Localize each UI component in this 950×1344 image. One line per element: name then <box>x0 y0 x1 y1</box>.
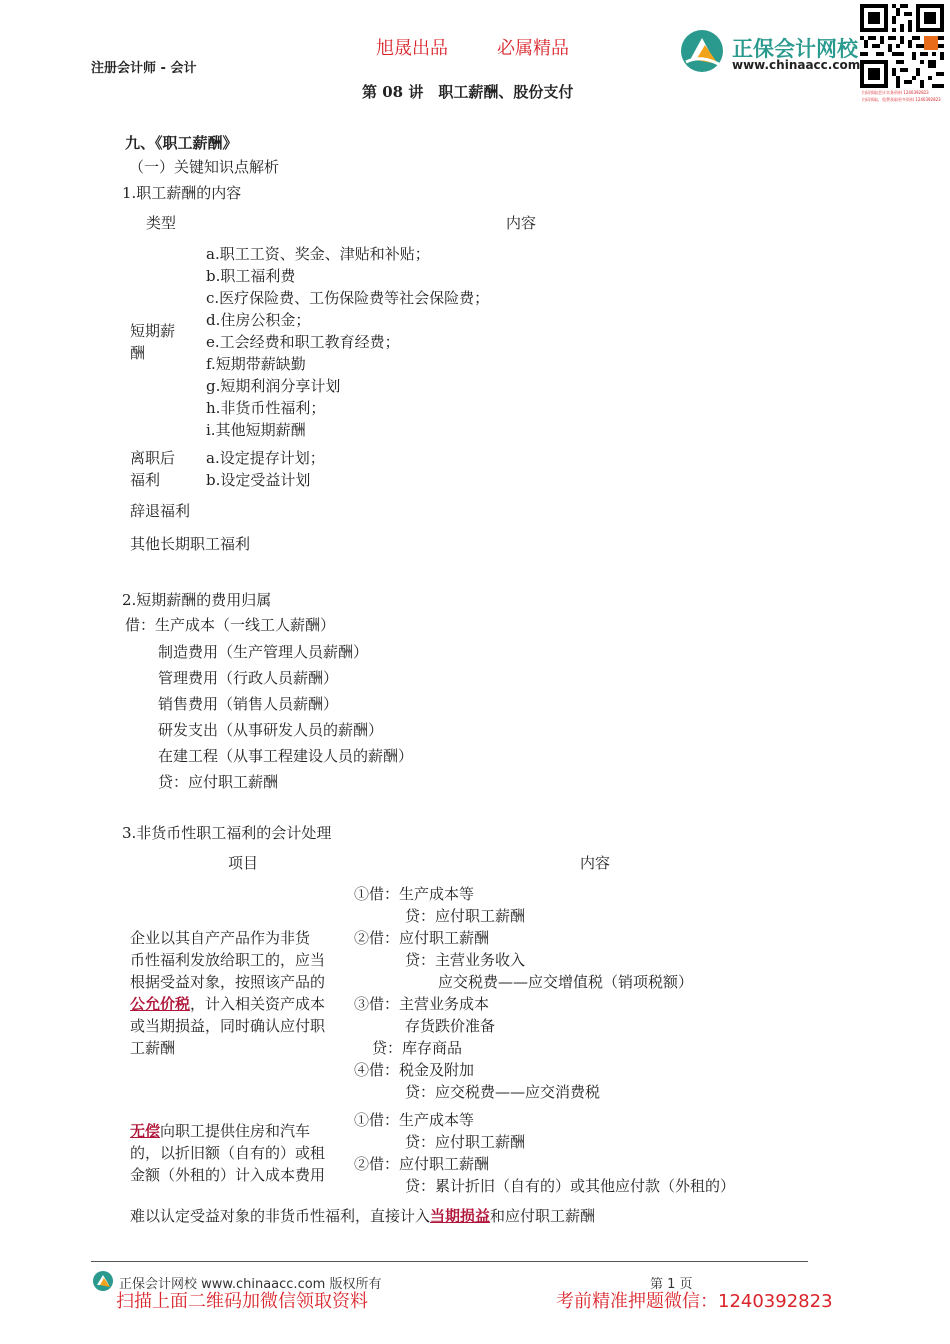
part1-col-content: 内容 <box>506 214 537 232</box>
journal-entry: ②借：应付职工薪酬 <box>354 1155 490 1173</box>
journal-entry: ③借：主营业务成本 <box>354 995 490 1013</box>
list-item: c.医疗保险费、工伤保险费等社会保险费； <box>206 289 490 307</box>
row2-description: 无偿向职工提供住房和汽车 的，以折旧额（自有的）或租 金额（外租的）计入成本费用 <box>130 1122 326 1184</box>
journal-entry: ②借：应付职工薪酬 <box>354 929 490 947</box>
journal-entry: 贷：库存商品 <box>372 1039 463 1057</box>
qr-caption-2: 扫码领取，免费获取更多资料 1240392823 <box>862 97 941 102</box>
short-term-label: 短期薪 酬 <box>130 322 176 362</box>
part3-col-item: 项目 <box>228 854 259 872</box>
logo-name: 正保会计网校 <box>732 37 858 61</box>
footer-logo-icon <box>92 1270 114 1292</box>
slogan-right: 必属精品 <box>497 38 569 59</box>
journal-line: 贷：应付职工薪酬 <box>158 773 279 791</box>
lecture-title: 第 08 讲 职工薪酬、股份支付 <box>362 83 574 101</box>
footer-page-number: 第 1 页 <box>650 1277 693 1292</box>
journal-line: 研发支出（从事研发人员的薪酬） <box>158 721 384 739</box>
journal-entry: 贷：应交税费——应交消费税 <box>405 1083 601 1101</box>
list-item: b.设定受益计划 <box>206 471 311 489</box>
list-item: a.职工工资、奖金、津贴和补贴； <box>206 245 430 263</box>
subject-label: 注册会计师 - 会计 <box>91 61 197 76</box>
section-subtitle: （一）关键知识点解析 <box>129 158 280 176</box>
journal-line: 制造费用（生产管理人员薪酬） <box>158 643 369 661</box>
list-item: g.短期利润分享计划 <box>206 377 341 395</box>
journal-line: 管理费用（行政人员薪酬） <box>158 669 339 687</box>
logo-url: www.chinaacc.com <box>732 58 861 72</box>
journal-entry: ①借：生产成本等 <box>354 885 475 903</box>
list-item: h.非货币性福利； <box>206 399 326 417</box>
list-item: a.设定提存计划； <box>206 449 325 467</box>
list-item: d.住房公积金； <box>206 311 311 329</box>
journal-line: 销售费用（销售人员薪酬） <box>158 695 339 713</box>
free-of-charge-highlight: 无偿 <box>130 1122 161 1140</box>
footer-divider <box>91 1261 808 1262</box>
part1-col-type: 类型 <box>146 214 177 232</box>
post-employment-items <box>206 447 325 491</box>
journal-entry: ④借：税金及附加 <box>354 1061 475 1079</box>
journal-entry: 贷：主营业务收入 <box>405 951 526 969</box>
part3-heading: 3.非货币性职工福利的会计处理 <box>122 824 332 842</box>
short-term-items <box>206 243 489 441</box>
journal-entry: 贷：应付职工薪酬 <box>405 907 526 925</box>
chinaacc-logo-icon <box>678 28 728 74</box>
fair-value-highlight: 公允价税 <box>130 995 191 1013</box>
footer-promo-right: 考前精准押题微信：1240392823 <box>556 1291 833 1312</box>
post-employment-label: 离职后 福利 <box>130 449 176 489</box>
list-item: f.短期带薪缺勤 <box>206 355 306 373</box>
part3-col-content: 内容 <box>580 854 611 872</box>
part2-heading: 2.短期薪酬的费用归属 <box>122 591 272 609</box>
journal-entry: 贷：应付职工薪酬 <box>405 1133 526 1151</box>
journal-entry: 贷：累计折旧（自有的）或其他应付款（外租的） <box>405 1177 736 1195</box>
other-long-term-benefits: 其他长期职工福利 <box>130 535 251 553</box>
journal-line: 在建工程（从事工程建设人员的薪酬） <box>158 747 414 765</box>
qr-code-icon[interactable] <box>860 4 944 88</box>
footer-copyright: 正保会计网校 www.chinaacc.com 版权所有 <box>119 1277 382 1292</box>
part1-heading: 1.职工薪酬的内容 <box>122 184 242 202</box>
journal-line: 借：生产成本（一线工人薪酬） <box>125 616 336 634</box>
journal-entry: 应交税费——应交增值税（销项税额） <box>438 973 694 991</box>
dismissal-benefits: 辞退福利 <box>130 502 191 520</box>
footer-promo-left: 扫描上面二维码加微信领取资料 <box>116 1291 368 1312</box>
list-item: i.其他短期薪酬 <box>206 421 306 439</box>
slogan-left: 旭晟出品 <box>376 38 448 59</box>
journal-entry: ①借：生产成本等 <box>354 1111 475 1129</box>
current-pl-highlight: 当期损益 <box>430 1207 491 1225</box>
row1-description: 企业以其自产产品作为非货 币性福利发放给职工的，应当 根据受益对象，按照该产品的 公允价税，计入相关资产成本 或当期损益，同时确认应付职 工薪酬 <box>130 929 326 1057</box>
list-item: b.职工福利费 <box>206 267 296 285</box>
row3-description: 难以认定受益对象的非货币性福利，直接计入当期损益和应付职工薪酬 <box>130 1207 596 1225</box>
list-item: e.工会经费和职工教育经费； <box>206 333 400 351</box>
journal-entry: 存货跌价准备 <box>405 1017 496 1035</box>
qr-caption-1: 扫码领取会计实务资料 1240392823 <box>862 90 929 95</box>
section-title: 九、《职工薪酬》 <box>125 134 238 152</box>
